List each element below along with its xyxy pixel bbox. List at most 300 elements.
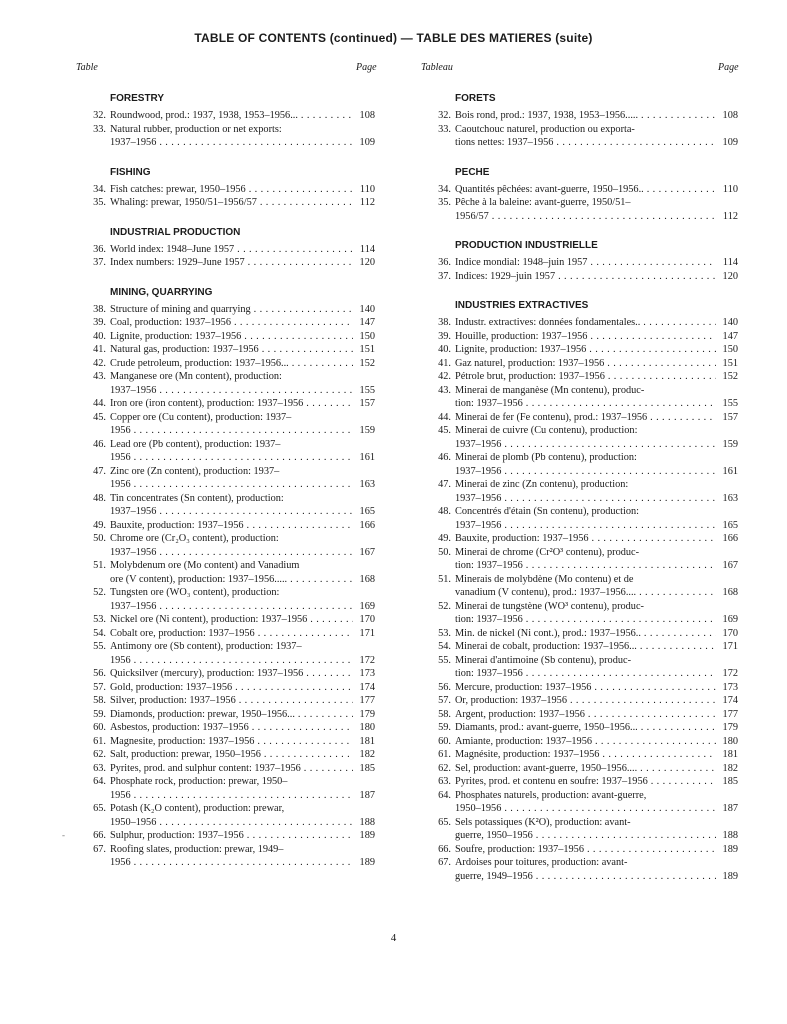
page-ref: 177 [359, 695, 375, 706]
page-ref: 161 [722, 465, 738, 477]
page-ref: 155 [359, 384, 375, 396]
table-number: 51. [93, 560, 106, 571]
table-number: 39. [93, 317, 106, 328]
table-number: 55. [93, 641, 106, 652]
entry-title [451, 573, 716, 600]
entry-line: 1956/57 . . . [455, 210, 716, 224]
toc-entry [431, 708, 738, 722]
page-ref: 180 [359, 722, 375, 733]
page-ref: 161 [359, 452, 375, 463]
entry-line: Pyrites, prod. et contenu en soufre: 1937–1956 . . . [455, 775, 716, 789]
entry-title [451, 451, 716, 478]
entry-line: Indices: 1929–juin 1957 . . . [455, 270, 716, 284]
toc-entry [431, 478, 738, 505]
page-ref: 167 [359, 546, 375, 558]
entry-line: Houille, production: 1937–1956 . . . [455, 330, 716, 344]
entry-title [106, 613, 353, 627]
entry-line: Natural rubber, production or net exports: [110, 123, 282, 135]
table-number: 35. [93, 197, 106, 208]
toc-section [86, 286, 375, 870]
entry-line: Quantités pêchées: avant-guerre, 1950–1956.. . . . [455, 183, 716, 197]
entry-line: Industr. extractives: données fondamentales.. . . . [455, 316, 716, 330]
toc-entry [86, 411, 375, 438]
entry-title [106, 708, 353, 722]
page-ref: 170 [722, 627, 738, 639]
page-ref: 189 [722, 870, 738, 882]
toc-section [431, 299, 738, 883]
page-ref: 187 [722, 803, 738, 814]
table-number: 67. [438, 857, 451, 868]
entry-title [451, 109, 716, 123]
entry-line: 1937–1956 . . . [110, 600, 353, 614]
toc-entry [431, 424, 738, 451]
entry-line: Magnésite, production: 1937–1956 . . . [455, 748, 716, 762]
entry-line: Phosphates naturels, production: avant-guerre, [455, 789, 647, 801]
entry-title [451, 843, 716, 857]
entry-line: Index numbers: 1929–June 1957 . . . [110, 256, 353, 270]
table-number: 56. [93, 668, 106, 679]
entry-line: Lead ore (Pb content), production: 1937– [110, 438, 281, 450]
entry-title [106, 694, 353, 708]
entry-line: Roofing slates, production: prewar, 1949– [110, 843, 284, 855]
table-number: 43. [93, 371, 106, 382]
entry-title [451, 256, 716, 270]
table-number: 56. [438, 681, 451, 693]
page-ref: 174 [722, 695, 738, 706]
table-number: 46. [438, 452, 451, 463]
entry-line: Structure of mining and quarrying . . . [110, 303, 353, 317]
entry-line: tion: 1937–1956 . . . [455, 559, 716, 573]
page-ref: 152 [359, 357, 375, 369]
entry-line: Minerai de manganèse (Mn contenu), produc- [455, 384, 645, 396]
entry-title [106, 681, 353, 695]
page-ref: 110 [359, 183, 375, 195]
table-number: 48. [438, 506, 451, 517]
entry-title [451, 856, 716, 883]
table-number: 45. [93, 411, 106, 423]
toc-entry [86, 748, 375, 762]
entry-title [451, 762, 716, 776]
entry-line: Ardoises pour toitures, production: avant- [455, 857, 628, 868]
page-ref: 181 [359, 735, 375, 747]
entry-line: Diamants, prod.: avant-guerre, 1950–1956... . . . [455, 721, 716, 735]
page-ref: 155 [722, 398, 738, 409]
entry-title [451, 270, 716, 284]
table-number: 34. [438, 183, 451, 195]
toc-entry [86, 721, 375, 735]
page-ref: 188 [359, 816, 375, 828]
toc-entry [86, 303, 375, 317]
toc-entry [431, 789, 738, 816]
table-number: 45. [438, 425, 451, 436]
entry-title [106, 343, 353, 357]
page-ref: 109 [722, 137, 738, 148]
table-number: 37. [93, 257, 106, 268]
entry-title [451, 424, 716, 451]
entry-title [451, 183, 716, 197]
entry-title [106, 586, 353, 613]
toc-entry [431, 411, 738, 425]
entry-title [451, 370, 716, 384]
entry-line: 1956 . . . [110, 856, 353, 870]
toc-entry [431, 816, 738, 843]
entry-line: Roundwood, prod.: 1937, 1938, 1953–1956... . . . [110, 109, 353, 123]
section-title: MINING, QUARRYING [110, 286, 213, 298]
column-header-tableau: Tableau [421, 62, 453, 73]
page-ref: 179 [359, 708, 375, 720]
toc-entry [431, 357, 738, 371]
entry-line: 1950–1956 . . . [110, 816, 353, 830]
entry-line: Silver, production: 1937–1956 . . . [110, 694, 353, 708]
table-number: 53. [93, 614, 106, 625]
toc-entry [431, 123, 738, 150]
page-ref: 159 [722, 438, 738, 450]
entry-line: Argent, production: 1937–1956 . . . [455, 708, 716, 722]
entry-line: ore (V content), production: 1937–1956..... . . . [110, 573, 353, 587]
toc-entry [86, 316, 375, 330]
page-ref: 120 [722, 270, 738, 282]
entry-title [451, 505, 716, 532]
entry-title [451, 343, 716, 357]
entry-line: Soufre, production: 1937–1956 . . . [455, 843, 716, 857]
table-number: 36. [93, 243, 106, 255]
table-number: 64. [438, 789, 451, 801]
entry-line: Antimony ore (Sb content), production: 1937– [110, 641, 302, 652]
toc-entry [431, 546, 738, 573]
toc-entry [431, 505, 738, 532]
entry-line: Amiante, production: 1937–1956 . . . [455, 735, 716, 749]
toc-entry [431, 256, 738, 270]
entry-title [106, 829, 353, 843]
page-ref: 182 [359, 749, 375, 760]
toc-entry [86, 586, 375, 613]
table-number: 38. [93, 303, 106, 315]
entry-title [106, 559, 353, 586]
table-number: 63. [438, 776, 451, 787]
entry-line: Tin concentrates (Sn content), production: [110, 492, 284, 504]
entry-title [451, 546, 716, 573]
toc-entry [86, 843, 375, 870]
entry-title [451, 654, 716, 681]
entry-line: 1937–1956 . . . [455, 465, 716, 479]
section-title: PECHE [455, 166, 490, 178]
entry-line: Minerai de chrome (Cr²O³ contenu), produc- [455, 546, 640, 558]
entry-title [106, 532, 353, 559]
table-number: 66. [438, 843, 451, 855]
table-number: 46. [93, 438, 106, 450]
entry-line: Min. de nickel (Ni cont.), prod.: 1937–1956.. . . . [455, 627, 716, 641]
toc-entry [86, 681, 375, 695]
entry-title [106, 397, 353, 411]
entry-line: Minerais de molybdène (Mo contenu) et de [455, 573, 634, 585]
toc-entry [431, 721, 738, 735]
toc-column-french [431, 92, 738, 899]
entry-line: Iron ore (iron content), production: 1937–1956 . . . [110, 397, 353, 411]
entry-title [451, 600, 716, 627]
entry-title [451, 532, 716, 546]
entry-line: Minerai d'antimoine (Sb contenu), produc- [455, 654, 631, 666]
entry-line: Lignite, production: 1937–1956 . . . [455, 343, 716, 357]
entry-title [106, 330, 353, 344]
entry-title [106, 721, 353, 735]
toc-entry [431, 856, 738, 883]
entry-title [451, 721, 716, 735]
page-ref: 109 [359, 137, 375, 148]
page-ref: 173 [359, 668, 375, 679]
page-ref: 108 [359, 110, 375, 121]
entry-line: Minerai de cobalt, production: 1937–1956... . . . [455, 640, 716, 654]
page-ref: 168 [722, 587, 738, 598]
entry-line: Phosphate rock, production: prewar, 1950– [110, 776, 288, 787]
page-ref: 147 [359, 317, 375, 328]
table-number: 57. [93, 681, 106, 693]
toc-section [86, 226, 375, 270]
page-ref: 172 [359, 654, 375, 666]
entry-line: Pétrole brut, production: 1937–1956 . . . [455, 370, 716, 384]
page-ref: 120 [359, 257, 375, 268]
page-ref: 173 [722, 681, 738, 693]
column-header-table: Table [76, 62, 98, 73]
entry-title [106, 775, 353, 802]
toc-entry [86, 465, 375, 492]
table-number: 55. [438, 654, 451, 666]
table-number: 47. [438, 479, 451, 490]
table-number: 50. [438, 546, 451, 558]
entry-title [106, 438, 353, 465]
toc-entry [86, 613, 375, 627]
entry-title [106, 109, 353, 123]
entry-title [106, 243, 353, 257]
table-number: 54. [93, 627, 106, 639]
entry-line: vanadium (V contenu), prod.: 1937–1956.... . . . [455, 586, 716, 600]
entry-title [106, 640, 353, 667]
page-ref: 189 [359, 857, 375, 868]
entry-title [106, 519, 353, 533]
page-ref: 147 [722, 330, 738, 342]
page-ref: 189 [722, 843, 738, 855]
page-ref: 166 [722, 533, 738, 544]
page-ref: 170 [359, 614, 375, 625]
page-ref: 114 [722, 257, 738, 268]
table-number: 44. [93, 398, 106, 409]
entry-line: 1956 . . . [110, 789, 353, 803]
table-number: 51. [438, 573, 451, 585]
table-number: 33. [438, 123, 451, 135]
table-number: 34. [93, 183, 106, 195]
entry-line: 1937–1956 . . . [110, 505, 353, 519]
page-ref: 140 [722, 317, 738, 328]
entry-line: guerre, 1950–1956 . . . [455, 829, 716, 843]
entry-title [106, 370, 353, 397]
page-ref: 169 [359, 600, 375, 612]
toc-entry [86, 775, 375, 802]
entry-line: Minerai de cuivre (Cu contenu), production: [455, 425, 638, 436]
toc-entry [431, 681, 738, 695]
table-number: 66. [93, 830, 106, 841]
table-number: 59. [93, 708, 106, 720]
page-ref: 165 [722, 519, 738, 531]
toc-section [431, 166, 738, 224]
table-number: 35. [438, 197, 451, 208]
table-number: 67. [93, 843, 106, 855]
entry-line: Crude petroleum, production: 1937–1956... . . . [110, 357, 353, 371]
toc-entry [431, 640, 738, 654]
entry-line: Bauxite, production: 1937–1956 . . . [110, 519, 353, 533]
toc-entry [86, 762, 375, 776]
toc-entry [86, 123, 375, 150]
table-number: 52. [93, 587, 106, 598]
entry-line: Salt, production: prewar, 1950–1956 . . . [110, 748, 353, 762]
toc-entry [86, 532, 375, 559]
page-ref: 168 [359, 573, 375, 585]
page-ref: 112 [359, 197, 375, 208]
toc-entry [431, 654, 738, 681]
entry-line: 1956 . . . [110, 478, 353, 492]
toc-entry [86, 109, 375, 123]
table-number: 64. [93, 776, 106, 787]
entry-line: Pêche à la baleine: avant-guerre, 1950/51– [455, 197, 631, 208]
toc-entry [431, 330, 738, 344]
entry-title [451, 411, 716, 425]
page-ref: 185 [359, 762, 375, 774]
entry-line: Lignite, production: 1937–1956 . . . [110, 330, 353, 344]
entry-title [451, 357, 716, 371]
entry-line: Sels potassiques (K²O), production: avant- [455, 816, 631, 828]
page-ref: 152 [722, 371, 738, 382]
toc-entry [86, 183, 375, 197]
page-ref: 174 [359, 681, 375, 693]
page-ref: 185 [722, 776, 738, 787]
page-ref: 177 [722, 708, 738, 720]
entry-title [106, 357, 353, 371]
table-number: 36. [438, 257, 451, 268]
page-ref: 110 [722, 183, 738, 195]
entry-line: 1937–1956 . . . [455, 438, 716, 452]
entry-line: Mercure, production: 1937–1956 . . . [455, 681, 716, 695]
toc-section [431, 239, 738, 283]
entry-line: Molybdenum ore (Mo content) and Vanadium [110, 560, 300, 571]
entry-title [451, 816, 716, 843]
table-number: 38. [438, 317, 451, 328]
entry-title [106, 123, 353, 150]
page-ref: 172 [722, 668, 738, 679]
entry-title [451, 694, 716, 708]
toc-entry [86, 438, 375, 465]
entry-line: Asbestos, production: 1937–1956 . . . [110, 721, 353, 735]
entry-line: Or, production: 1937–1956 . . . [455, 694, 716, 708]
entry-line: 1937–1956 . . . [110, 136, 353, 150]
page-ref: 182 [722, 762, 738, 774]
entry-line: Nickel ore (Ni content), production: 1937–1956 . . . [110, 613, 353, 627]
toc-section [86, 92, 375, 150]
page-ref: 181 [722, 749, 738, 760]
entry-line: Coal, production: 1937–1956 . . . [110, 316, 353, 330]
entry-title [106, 303, 353, 317]
toc-entry [86, 196, 375, 210]
entry-title [106, 316, 353, 330]
page-title: TABLE OF CONTENTS (continued) — TABLE DES MATIERES (suite) [194, 31, 593, 45]
page-ref: 151 [722, 357, 738, 369]
entry-title [451, 748, 716, 762]
entry-line: Minerai de tungstène (WO³ contenu), produc- [455, 600, 644, 612]
table-number: 42. [93, 357, 106, 369]
entry-line: guerre, 1949–1956 . . . [455, 870, 716, 884]
entry-line: Gaz naturel, production: 1937–1956 . . . [455, 357, 716, 371]
toc-entry [431, 762, 738, 776]
entry-title [451, 316, 716, 330]
toc-section [431, 92, 738, 150]
toc-entry [86, 735, 375, 749]
toc-entry [431, 532, 738, 546]
entry-line: 1956 . . . [110, 451, 353, 465]
entry-title [451, 196, 716, 223]
page-ref: 169 [722, 614, 738, 625]
toc-entry [86, 708, 375, 722]
page-ref: 171 [722, 641, 738, 652]
toc-entry [86, 256, 375, 270]
entry-title [451, 478, 716, 505]
page-ref: 157 [722, 411, 738, 423]
page-ref: 179 [722, 722, 738, 733]
table-number: 65. [438, 816, 451, 828]
entry-line: Cobalt ore, production: 1937–1956 . . . [110, 627, 353, 641]
page-ref: 114 [359, 243, 375, 255]
entry-line: 1937–1956 . . . [110, 546, 353, 560]
toc-entry [86, 357, 375, 371]
page-ref: 150 [722, 344, 738, 355]
page-ref: 166 [359, 519, 375, 531]
entry-title [106, 667, 353, 681]
page-ref: 188 [722, 830, 738, 841]
table-number: 49. [93, 519, 106, 531]
table-number: 47. [93, 465, 106, 477]
page-ref: 159 [359, 425, 375, 436]
table-number: 65. [93, 803, 106, 814]
entry-line: tions nettes: 1937–1956 . . . [455, 136, 716, 150]
table-number: 52. [438, 600, 451, 612]
entry-title [106, 802, 353, 829]
table-number: 50. [93, 533, 106, 544]
table-number: 42. [438, 371, 451, 382]
section-title: FORESTRY [110, 93, 165, 104]
toc-entry [86, 330, 375, 344]
page-ref: 112 [722, 210, 738, 222]
entry-line: Concentrés d'étain (Sn contenu), production: [455, 506, 640, 517]
entry-line: Minerai de zinc (Zn contenu), production: [455, 479, 629, 490]
table-number: 59. [438, 722, 451, 733]
table-number: 58. [438, 708, 451, 720]
table-number: 57. [438, 695, 451, 706]
entry-title [106, 627, 353, 641]
table-number: 60. [438, 735, 451, 747]
entry-line: Diamonds, production: prewar, 1950–1956... . . . [110, 708, 353, 722]
section-title: FISHING [110, 166, 151, 178]
table-number: 41. [93, 344, 106, 355]
toc-entry [86, 627, 375, 641]
entry-line: 1956 . . . [110, 424, 353, 438]
table-number: 44. [438, 411, 451, 423]
entry-line: Magnesite, production: 1937–1956 . . . [110, 735, 353, 749]
entry-title [451, 708, 716, 722]
page-ref: 165 [359, 506, 375, 517]
toc-entry [431, 843, 738, 857]
toc-section [86, 166, 375, 210]
page-ref: 180 [722, 735, 738, 747]
entry-title [451, 640, 716, 654]
table-number: 53. [438, 627, 451, 639]
table-number: 40. [438, 344, 451, 355]
entry-line: Indice mondial: 1948–juin 1957 . . . [455, 256, 716, 270]
